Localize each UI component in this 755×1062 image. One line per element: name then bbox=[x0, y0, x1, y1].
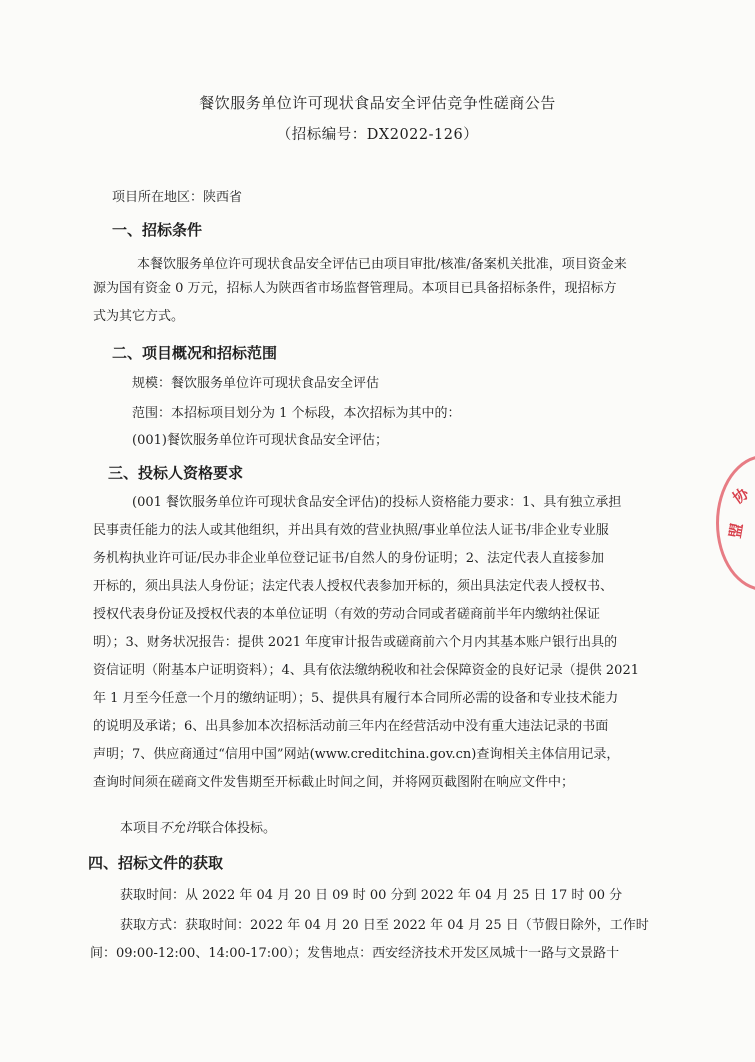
paragraph-line: 资信证明（附基本户证明资料）；4、具有依法缴纳税收和社会保障资金的良好记录（提供 2021 bbox=[93, 663, 639, 678]
paragraph-line: 年 1 月至今任意一个月的缴纳证明）；5、提供具有履行本合同所必需的设备和专业技术能力 bbox=[93, 691, 619, 706]
consortium-statement bbox=[120, 820, 276, 838]
paragraph-line: 获取时间：从 2022 年 04 月 20 日 09 时 00 分到 2022 年 04 月 25 日 17 时 00 分 bbox=[120, 888, 623, 903]
paragraph-line: (001 餐饮服务单位许可现状食品安全评估)的投标人资格能力要求：1、具有独立承担 bbox=[132, 495, 622, 510]
section-1-heading: 一、招标条件 bbox=[112, 221, 203, 239]
paragraph-line: 式为其它方式。 bbox=[93, 309, 185, 324]
section-2-heading: 二、项目概况和招标范围 bbox=[112, 344, 278, 362]
document-title: 餐饮服务单位许可现状食品安全评估竞争性磋商公告 bbox=[199, 94, 556, 112]
paragraph-line: 范围：本招标项目划分为 1 个标段，本次招标为其中的： bbox=[132, 406, 461, 421]
section-3-heading: 三、投标人资格要求 bbox=[108, 464, 244, 482]
tender-number: （招标编号：DX2022-126） bbox=[276, 127, 479, 143]
section-4-heading: 四、招标文件的获取 bbox=[88, 854, 224, 872]
paragraph-line: 明）；3、财务状况报告：提供 2021 年度审计报告或磋商前六个月内其基本账户银行出具的 bbox=[93, 635, 618, 650]
seal-char: 盟 bbox=[725, 521, 747, 540]
consortium-prefix: 本项目 bbox=[120, 821, 160, 836]
paragraph-line: 获取方式：获取时间：2022 年 04 月 20 日至 2022 年 04 月 25 日（节假日除外，工作时 bbox=[120, 918, 649, 933]
paragraph-line: (001)餐饮服务单位许可现状食品安全评估； bbox=[132, 433, 388, 448]
paragraph-line: 开标的，须出具法人身份证；法定代表人授权代表参加开标的，须出具法定代表人授权书、 bbox=[93, 579, 614, 594]
paragraph-line: 规模：餐饮服务单位许可现状食品安全评估 bbox=[132, 376, 380, 391]
paragraph-line: 源为国有资金 0 万元，招标人为陕西省市场监督管理局。本项目已具备招标条件，现招标方 bbox=[93, 281, 617, 296]
paragraph-line: 授权代表身份证及授权代表的本单位证明（有效的劳动合同或者磋商前半年内缴纳社保证 bbox=[93, 607, 601, 622]
paragraph-line: 声明；7、供应商通过“信用中国”网站(www.creditchina.gov.cn)查询相关主体信用记录， bbox=[93, 747, 620, 762]
paragraph-line: 间：09:00-12:00、14:00-17:00）；发售地点：西安经济技术开发区凤城十一路与文景路十 bbox=[90, 946, 620, 961]
paragraph-line: 本餐饮服务单位许可现状食品安全评估已由项目审批/核准/备案机关批准，项目资金来 bbox=[137, 257, 627, 272]
consortium-suffix: 联合体投标。 bbox=[198, 821, 277, 836]
paragraph-line: 民事责任能力的法人或其他组织，并出具有效的营业执照/事业单位法人证书/非企业专业服 bbox=[93, 523, 609, 538]
consortium-emphasis: 不允许 bbox=[159, 821, 199, 836]
project-location: 项目所在地区：陕西省 bbox=[112, 190, 243, 205]
paragraph-line: 查询时间须在磋商文件发售期至开标截止时间之间，并将网页截图附在响应文件中； bbox=[93, 775, 575, 790]
paragraph-line: 的说明及承诺；6、出具参加本次招标活动前三年内在经营活动中没有重大违法记录的书面 bbox=[93, 719, 609, 734]
seal-char: 协 bbox=[729, 484, 753, 508]
paragraph-line: 务机构执业许可证/民办非企业单位登记证书/自然人的身份证明；2、法定代表人直接参加 bbox=[93, 551, 605, 566]
